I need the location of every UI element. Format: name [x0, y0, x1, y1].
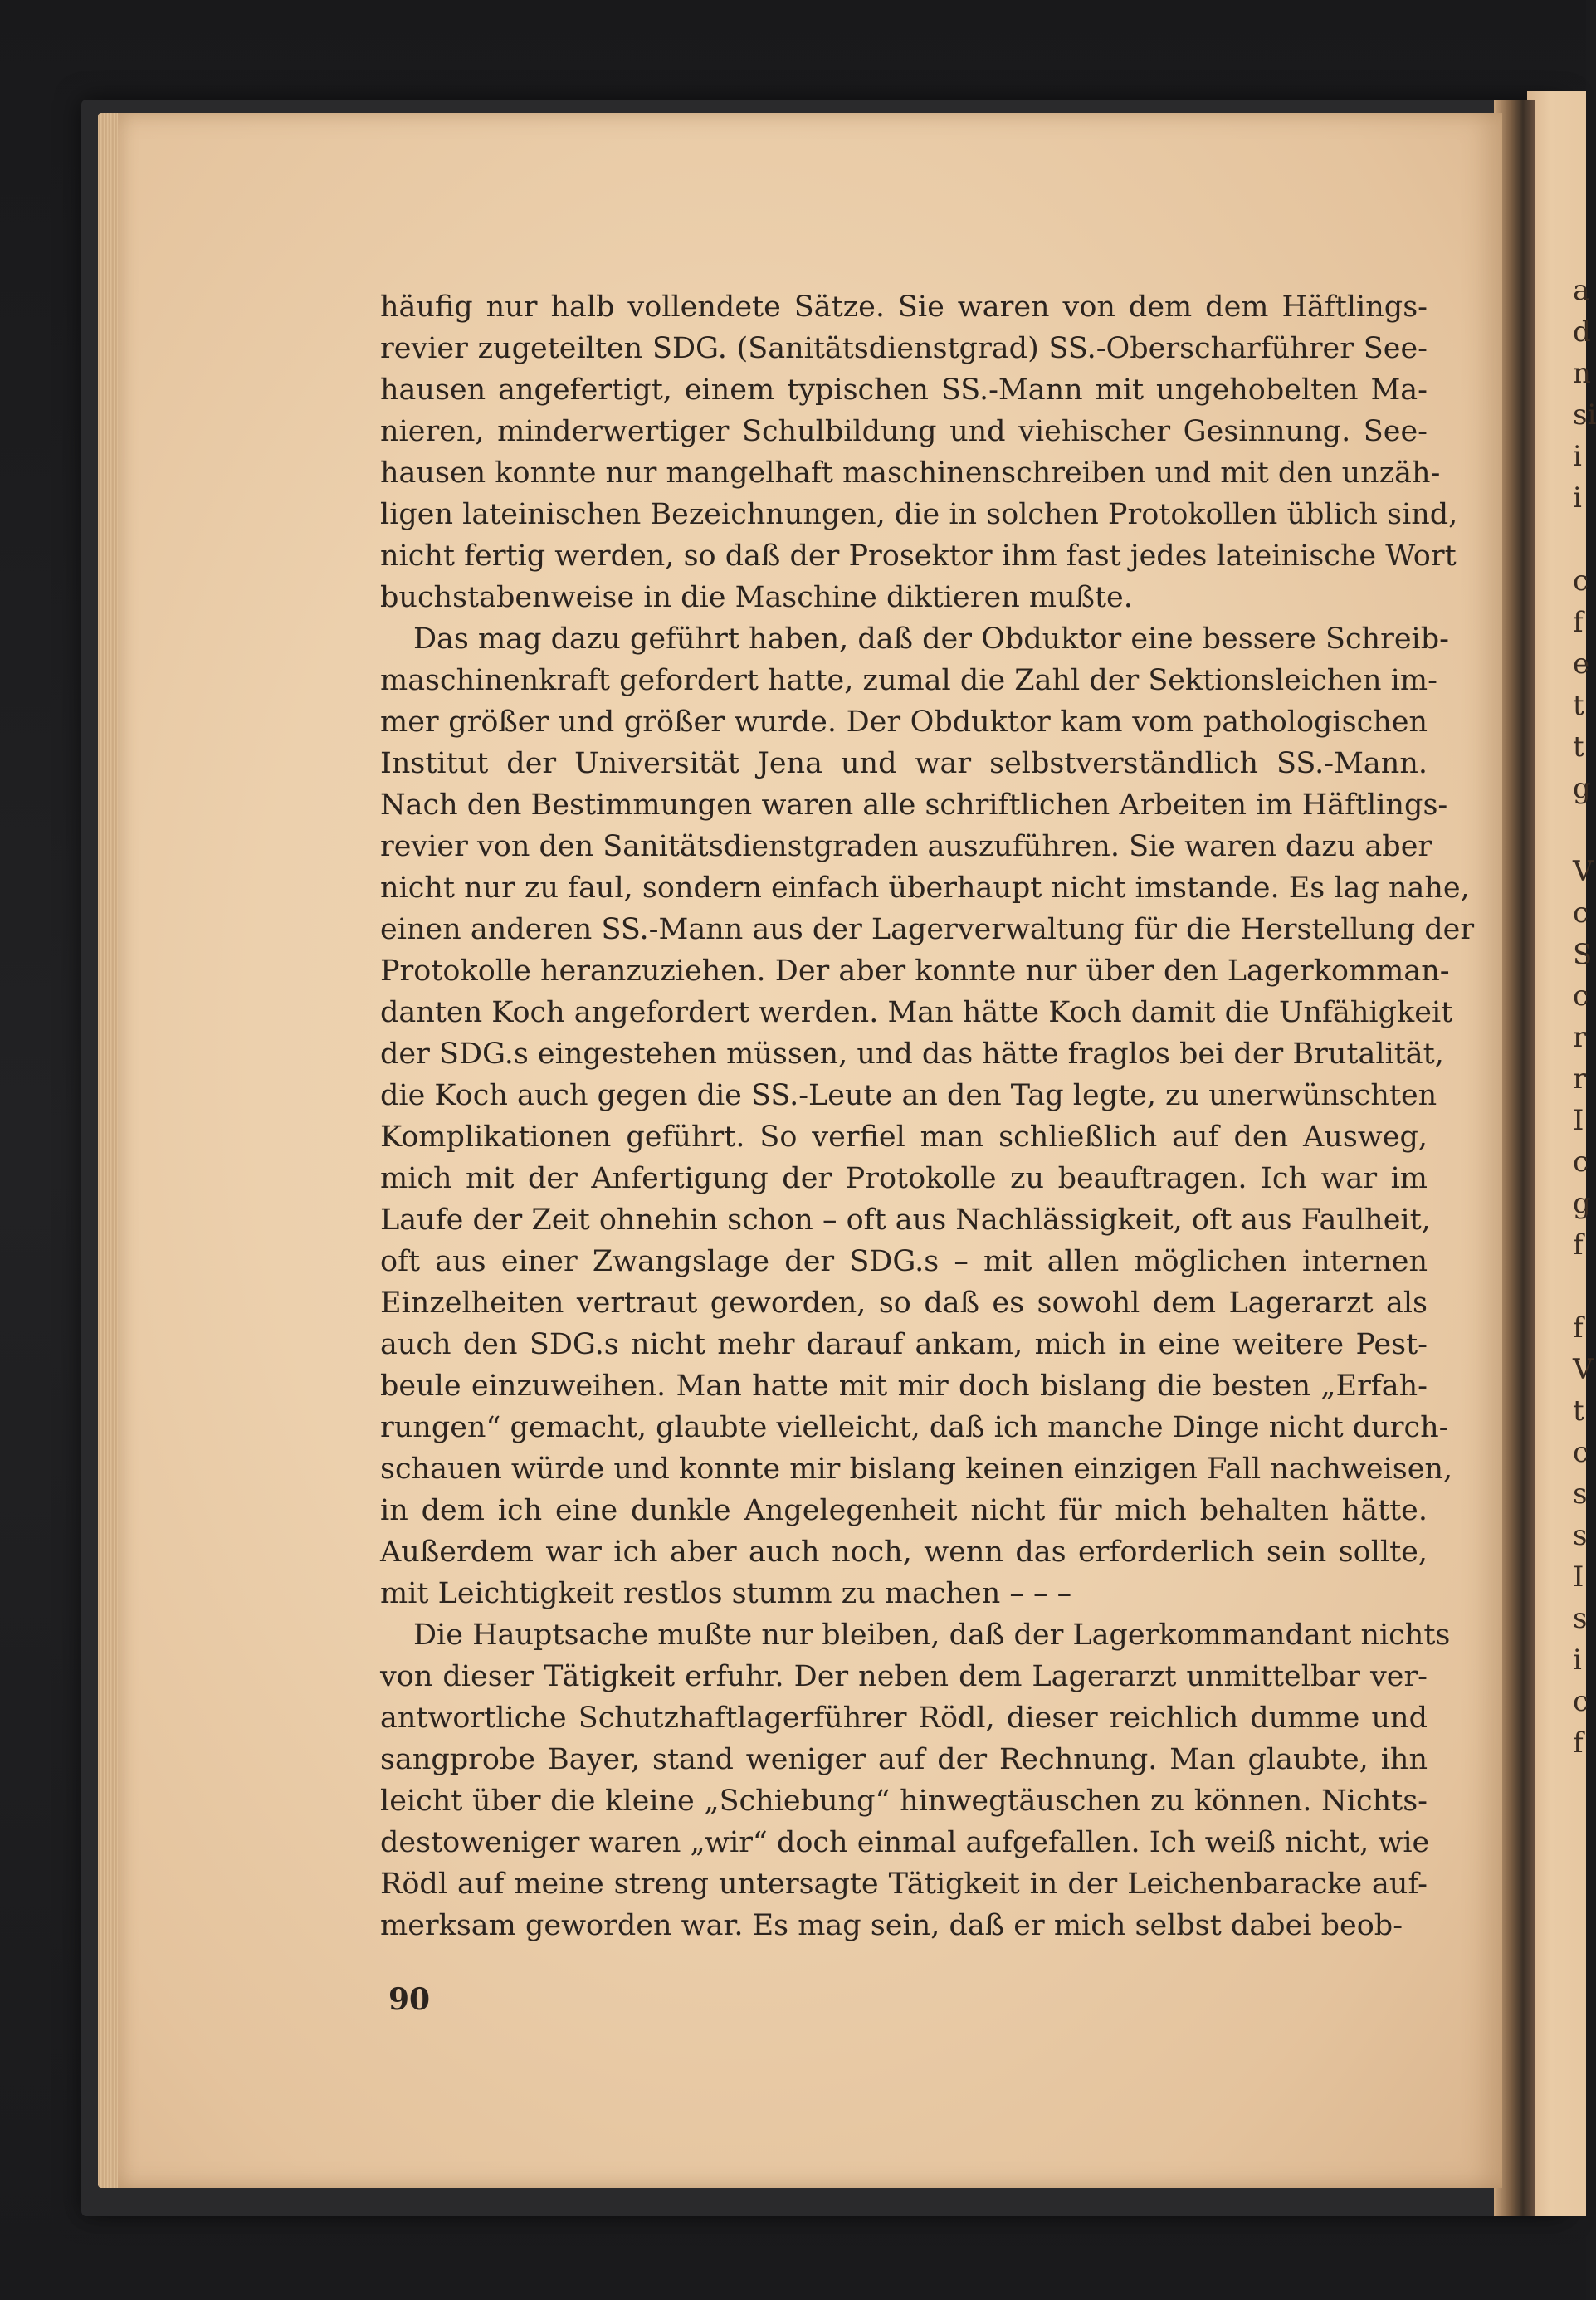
text-line: mich mit der Anfertigung der Protokolle zu beauftragen. Ich war im: [380, 1162, 1428, 1195]
facing-fragment: V: [1573, 1353, 1594, 1386]
text-line: revier zugeteilten SDG. (Sanitätsdienstgrad) SS.-Oberscharführer See-: [380, 332, 1428, 365]
facing-fragment: f: [1573, 1726, 1584, 1760]
page-text: [380, 286, 1475, 1946]
facing-fragment: s: [1573, 1519, 1588, 1552]
text-line: Nach den Bestimmungen waren alle schriftlichen Arbeiten im Häftlings-: [380, 789, 1448, 822]
text-line: merksam geworden war. Es mag sein, daß er mich selbst dabei beob-: [380, 1909, 1403, 1942]
text-line: hausen konnte nur mangelhaft maschinenschreiben und mit den unzäh-: [380, 457, 1441, 490]
facing-fragment: t: [1573, 689, 1584, 722]
text-line: Die Hauptsache mußte nur bleiben, daß der Lagerkommandant nichts: [413, 1619, 1451, 1652]
facing-fragment: a: [1573, 274, 1590, 307]
facing-fragment: c: [1573, 564, 1589, 598]
facing-fragment: s: [1573, 1477, 1588, 1511]
text-line: Außerdem war ich aber auch noch, wenn das erforderlich sein sollte,: [380, 1536, 1428, 1569]
facing-fragment: g: [1573, 1187, 1591, 1220]
text-line: Das mag dazu geführt haben, daß der Obduktor eine bessere Schreib-: [413, 623, 1449, 656]
text-line: leicht über die kleine „Schiebung“ hinwegtäuschen zu können. Nichts-: [380, 1785, 1428, 1818]
paragraph: [380, 618, 1475, 1614]
text-line: die Koch auch gegen die SS.-Leute an den Tag legte, zu unerwünschten: [380, 1079, 1437, 1112]
text-line: Laufe der Zeit ohnehin schon – oft aus Nachlässigkeit, oft aus Faulheit,: [380, 1204, 1431, 1237]
facing-fragment: [1573, 519, 1589, 560]
text-line: nicht nur zu faul, sondern einfach überhaupt nicht imstande. Es lag nahe,: [380, 872, 1470, 905]
facing-fragment: f: [1573, 606, 1584, 639]
facing-page-text: [1573, 270, 1596, 1764]
text-line: der SDG.s eingestehen müssen, und das hätte fraglos bei der Brutalität,: [380, 1038, 1444, 1071]
facing-fragment: si: [1573, 398, 1596, 432]
facing-fragment: d: [1573, 315, 1591, 349]
facing-fragment: g: [1573, 772, 1591, 805]
text-line: Komplikationen geführt. So verfiel man schließlich auf den Ausweg,: [380, 1121, 1428, 1154]
text-line: schauen würde und konnte mir bislang keinen einzigen Fall nachweisen,: [380, 1453, 1453, 1486]
text-line: mit Leichtigkeit restlos stumm zu machen – – –: [380, 1577, 1072, 1610]
facing-fragment: I: [1573, 1104, 1584, 1137]
text-line: buchstabenweise in die Maschine diktieren mußte.: [380, 581, 1133, 614]
text-line: destoweniger waren „wir“ doch einmal aufgefallen. Ich weiß nicht, wie: [380, 1826, 1430, 1859]
text-line: Einzelheiten vertraut geworden, so daß es sowohl dem Lagerarzt als: [380, 1287, 1428, 1320]
facing-fragment: i: [1573, 440, 1582, 473]
facing-fragment: n: [1573, 357, 1591, 390]
facing-fragment: [1573, 1266, 1589, 1307]
text-line: ligen lateinischen Bezeichnungen, die in solchen Protokollen üblich sind,: [380, 498, 1458, 531]
text-line: in dem ich eine dunkle Angelegenheit nicht für mich behalten hätte.: [380, 1494, 1428, 1527]
text-line: mer größer und größer wurde. Der Obduktor kam vom pathologischen: [380, 706, 1428, 739]
facing-fragment: i: [1573, 1643, 1582, 1677]
text-line: hausen angefertigt, einem typischen SS.-Mann mit ungehobelten Ma-: [380, 374, 1428, 407]
facing-fragment: c: [1573, 1436, 1589, 1469]
text-line: sangprobe Bayer, stand weniger auf der Rechnung. Man glaubte, ihn: [380, 1743, 1428, 1776]
text-line: einen anderen SS.-Mann aus der Lagerverwaltung für die Herstellung der: [380, 913, 1475, 946]
facing-fragment: r: [1573, 1062, 1587, 1096]
facing-fragment: c: [1573, 1145, 1589, 1179]
text-line: maschinenkraft gefordert hatte, zumal die Zahl der Sektionsleichen im-: [380, 664, 1437, 697]
facing-fragment: t: [1573, 730, 1584, 764]
facing-fragment: r: [1573, 1021, 1587, 1054]
facing-fragment: i: [1573, 481, 1582, 515]
text-line: Protokolle heranzuziehen. Der aber konnte nur über den Lagerkomman-: [380, 955, 1450, 988]
facing-fragment: s: [1573, 1602, 1588, 1635]
paragraph: [380, 286, 1458, 618]
text-line: nieren, minderwertiger Schulbildung und viehischer Gesinnung. See-: [380, 415, 1428, 448]
facing-fragment: c: [1573, 1685, 1589, 1718]
text-line: häufig nur halb vollendete Sätze. Sie waren von dem dem Häftlings-: [380, 291, 1428, 324]
facing-fragment: f: [1573, 1311, 1584, 1345]
text-line: Rödl auf meine streng untersagte Tätigkeit in der Leichenbaracke auf-: [380, 1868, 1428, 1901]
text-line: antwortliche Schutzhaftlagerführer Rödl, dieser reichlich dumme und: [380, 1702, 1428, 1735]
paragraph: [380, 1614, 1451, 1946]
facing-fragment: I: [1573, 1560, 1584, 1594]
facing-fragment: e: [1573, 647, 1590, 681]
facing-fragment: c: [1573, 896, 1589, 930]
facing-fragment: S: [1573, 938, 1593, 971]
text-line: Institut der Universität Jena und war selbstverständlich SS.-Mann.: [380, 747, 1428, 780]
text-line: von dieser Tätigkeit erfuhr. Der neben dem Lagerarzt unmittelbar ver-: [380, 1660, 1428, 1693]
facing-fragment: t: [1573, 1394, 1584, 1428]
text-line: beule einzuweihen. Man hatte mit mir doch bislang die besten „Erfah-: [380, 1370, 1428, 1403]
text-line: auch den SDG.s nicht mehr darauf ankam, mich in eine weitere Pest-: [380, 1328, 1428, 1361]
page-number: 90: [388, 1982, 431, 2017]
facing-fragment: f: [1573, 1228, 1584, 1262]
text-line: revier von den Sanitätsdienstgraden auszuführen. Sie waren dazu aber: [380, 830, 1432, 863]
facing-fragment: c: [1573, 979, 1589, 1013]
text-line: danten Koch angefordert werden. Man hätte Koch damit die Unfähigkeit: [380, 996, 1453, 1029]
facing-fragment: V: [1573, 855, 1594, 888]
facing-fragment: [1573, 809, 1589, 851]
text-line: rungen“ gemacht, glaubte vielleicht, daß ich manche Dinge nicht durch-: [380, 1411, 1449, 1444]
text-line: oft aus einer Zwangslage der SDG.s – mit allen möglichen internen: [380, 1245, 1428, 1278]
text-line: nicht fertig werden, so daß der Prosektor ihm fast jedes lateinische Wort: [380, 540, 1457, 573]
